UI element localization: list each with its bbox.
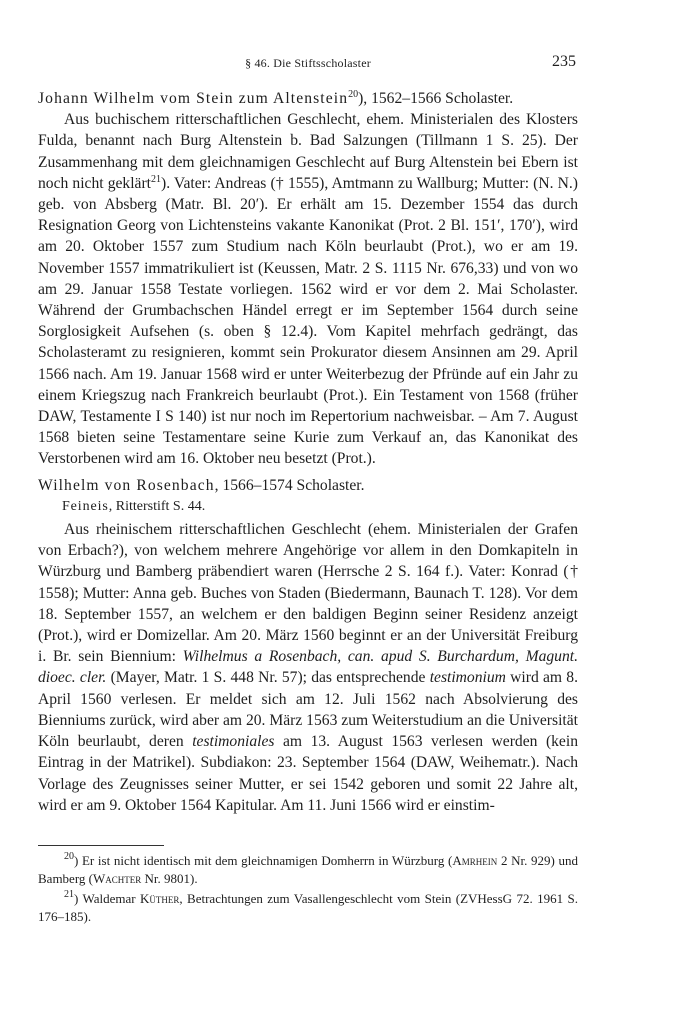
- footnote-divider: [38, 845, 164, 846]
- footnotes: [38, 852, 578, 928]
- paragraph-text-cont: ). Vater: Andreas († 1555), Amtmann zu Wallburg; Mutter: (N. N.) geb. von Absberg (Matr. Bl. 20′). Er erhält am 15. Dezember 1554 das durch Resignation Georg von Lichtensteins vakante Kanonikat (Prot. 2 Bl. 151′, 170′), wird am 20. Oktober 1557 zum Studium nach Köln beurlaubt (Prot.), wo er am 19. November 1557 immatrikuliert ist (Keussen, Matr. 2 S. 1115 Nr. 676,33) und von wo am 29. Januar 1558 Testate vorliegen. 1562 wird er vor dem 2. Mai Scholaster. Während der Grumbachschen Händel erregt er im September 1564 durch seine Sorglosigkeit Aufsehen (s. oben § 12.4). Vom Kapitel mehrfach gedrängt, das Scholasteramt zu resignieren, kommt sein Prokurator diesem Ansinnen am 29. April 1566 nach. Am 19. Januar 1568 wird er unter Weiterbezug der Pfründe auf ein Jahr zu einem Kriegszug nach Frankreich beurlaubt (Prot.). Ein Testament von 1568 (früher DAW, Testamente I S 140) ist nur noch im Repertorium nachweisbar. – Am 7. August 1568 bieten seine Testamentare seine Kurie zum Verkauf an, das Kanonikat des Verstorbenen wird am 16. Oktober neu besetzt (Prot.).: [38, 174, 578, 468]
- paragraph-text: Aus buchischem ritterschaftlichen Geschlecht, ehem. Ministerialen des Klosters Fulda, benannt nach Burg Altenstein b. Bad Salzungen (Tillmann 1 S. 25). Der Zusammenhang mit dem gleichnamigen Geschlecht auf Burg Altenstein bei Ebern ist noch nicht geklärt: [38, 111, 578, 192]
- author-name: Amrhein: [452, 853, 498, 868]
- footnote-number: 20: [64, 851, 74, 862]
- footnote-number: 21: [64, 889, 74, 900]
- footnote-text: ) Er ist nicht identisch mit dem gleichnamigen Domherrn in Würzburg (: [74, 853, 453, 868]
- reference-line: [38, 496, 578, 517]
- footnote-text: 2 Nr. 929) und Bamberg (: [38, 853, 578, 886]
- footnote-20: [38, 852, 578, 887]
- entry-paragraph-stein: [38, 109, 578, 469]
- entry-paragraph-rosenbach: [38, 519, 578, 816]
- entry-heading-stein: [38, 88, 578, 109]
- paragraph-text: wird am 8. April 1560 verlesen. Er meldet sich am 12. Juli 1562 nach Absolvierung des Bienniums zurück, wird aber am 20. März 1563 zum Weiterstudium an die Universität Köln beurlaubt, deren: [38, 669, 578, 751]
- footnote-21: [38, 890, 578, 925]
- reference-author: Feineis: [62, 498, 109, 514]
- running-title: § 46. Die Stiftsscholaster: [245, 56, 371, 70]
- latin-quote: Wilhelmus a Rosenbach, can. apud S. Burchardum, Magunt. dioec. cler.: [38, 648, 578, 687]
- page-number: 235: [552, 53, 576, 70]
- paragraph-text: am 13. August 1563 verlesen werden (kein Eintrag in der Matrikel). Subdiakon: 23. September 1564 (DAW, Weihematr.). Nach Vorlage des Zeugnisses seiner Mutter, er sei 1542 geboren und somit 22 Jahre alt, wird er am 9. Oktober 1564 Kapitular. Am 11. Juni 1566 wird er einstim-: [38, 733, 578, 814]
- paragraph-text: (Mayer, Matr. 1 S. 448 Nr. 57); das entsprechende: [106, 669, 430, 687]
- footnote-text: Nr. 9801).: [141, 870, 198, 886]
- latin-term: testimoniales: [192, 733, 275, 751]
- footnote-text: ) Waldemar: [74, 891, 140, 906]
- entry-name: Johann Wilhelm vom Stein zum Altenstein: [38, 90, 349, 107]
- latin-term: testimonium: [429, 669, 506, 687]
- footnote-ref-21: 21: [151, 173, 161, 185]
- paragraph-text: Aus rheinischem ritterschaftlichen Geschlecht (ehem. Ministerialen der Grafen von Erbach?), von welchem mehrere Angehörige vor allem in den Domkapiteln in Würzburg und Bamberg präbendiert waren (Herrsche 2 S. 164 f.). Vater: Konrad († 1558); Mutter: Anna geb. Buches von Staden (Biedermann, Baunach T. 128). Vor dem 18. September 1557, an welchem er den baldigen Beginn seiner Residenz anzeigt (Prot.), wird er Domizellar. Am 20. März 1560 beginnt er an der Universität Freiburg i. Br. sein Biennium:: [38, 521, 578, 666]
- footnote-ref-20: 20: [348, 89, 359, 100]
- author-name: Wachter: [93, 870, 142, 886]
- main-text: [38, 88, 578, 816]
- footnote-text: , Betrachtungen zum Vasallengeschlecht vom Stein (ZVHessG 72. 1961 S. 176–185).: [38, 891, 579, 924]
- entry-name: Wilhelm von Rosenbach: [38, 476, 215, 494]
- entry-dates: ), 1562–1566 Scholaster.: [358, 90, 514, 107]
- entry-dates: , 1566–1574 Scholaster.: [214, 476, 365, 494]
- author-name: Küther: [140, 891, 180, 906]
- entry-heading-rosenbach: [38, 475, 578, 496]
- reference-text: , Ritterstift S. 44.: [108, 498, 206, 514]
